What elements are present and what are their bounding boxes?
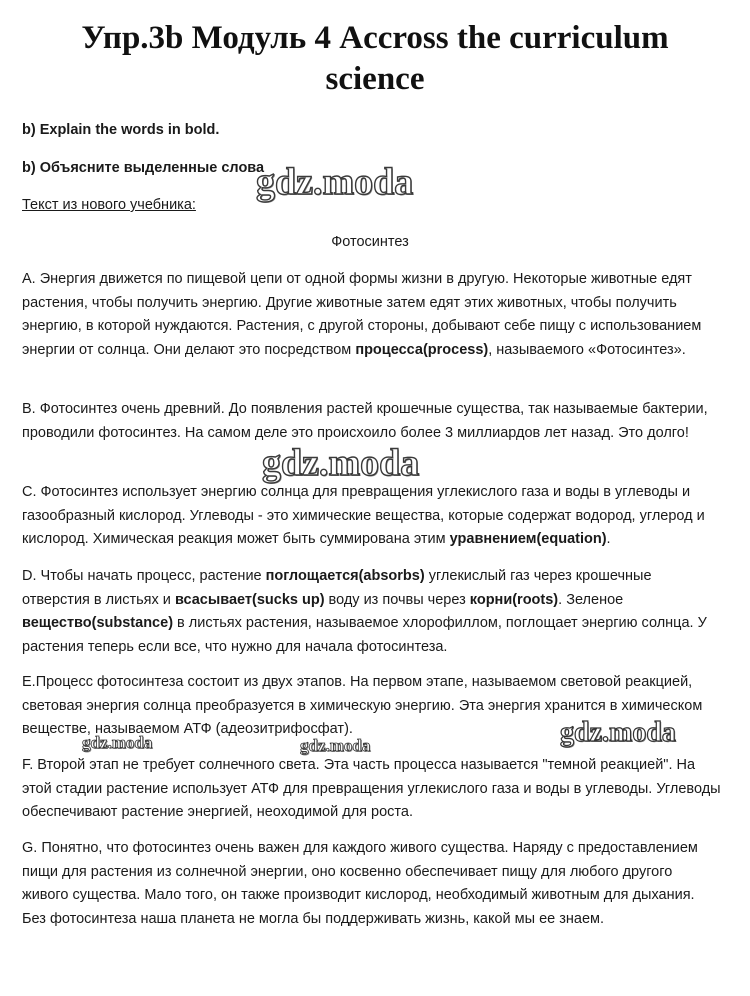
bold-term-substance: вещество(substance): [22, 615, 174, 632]
page-title: [0, 18, 750, 100]
watermark: gdz.moda: [300, 736, 371, 755]
instruction-russian: b) Объясните выделенные слова: [22, 160, 265, 176]
paragraph-a-text: A. Энергия движется по пищевой цепи от одной формы жизни в другую. Некоторые животные едят растения, чтобы получить энергию. Другие животные затем едят этих животных, чтобы получить энергию, в которой нуждаются. Растения, с другой стороны, добывают себе пищу с использованием энергии от солнца. Они делают это посредством: [22, 271, 702, 358]
paragraph-b-text: B. Фотосинтез очень древний. До появления растей крошечные существа, так называемые бактерии, проводили фотосинтез. На самом деле это происхоило более 3 миллиардов лет назад. Это долго!: [22, 401, 708, 441]
paragraph-f-text: F. Второй этап не требует солнечного света. Эта часть процесса называется "темной реакцией". На этой стадии растение использует АТФ для превращения углекислого газа и воды в углеводы. Углеводы обеспечивают растение энергией, неоходимой для роста.: [22, 757, 721, 821]
paragraph-d-text-3: воду из почвы через: [324, 591, 470, 608]
title-line-2: science: [325, 61, 425, 97]
paragraph-c-text: C. Фотосинтез использует энергию солнца для превращения углекислого газа и воды в углеводы и газообразный кислород. Углеводы - это химические вещества, которые содержат водород, углерод и кислород. Химическая реакция может быть суммирована этим: [22, 484, 705, 548]
paragraph-e-text: E.Процесс фотосинтеза состоит из двух этапов. На первом этапе, называемом световой реакцией, световая энергия солнца преобразуется в химическую энергию. Эта энергия хранится в химическом веществе, называемом АТФ (адеозитрифосфат).: [22, 674, 703, 738]
paragraph-a: [22, 268, 722, 362]
watermark: gdz.moda: [256, 161, 414, 203]
paragraph-d-text-1: D. Чтобы начать процесс, растение: [22, 568, 266, 584]
watermark: gdz.moda: [262, 442, 420, 484]
instruction-english: b) Explain the words in bold.: [22, 122, 220, 138]
title-line-1: Упр.3b Модуль 4 Accross the curriculum: [81, 20, 669, 56]
paragraph-d-text-5: в листьях растения, называемое хлорофиллом, поглощает энергию солнца. У растения теперь если все, что нужно для начала фотосинтеза.: [22, 615, 707, 655]
paragraph-f: [22, 754, 722, 825]
paragraph-a-text-end: , называемого «Фотосинтез».: [488, 341, 686, 358]
paragraph-c-text-end: .: [606, 531, 611, 548]
paragraph-g-text: G. Понятно, что фотосинтез очень важен для каждого живого существа. Наряду с предоставлением пищи для растения из солнечной энергии, оно косвенно обеспечивает пищу для любого другого живого существа. Мало того, он также производит кислород, необходимый животным для дыхания. Без фотосинтеза наша планета не могла бы поддерживать жизнь, какой мы ее знаем.: [22, 840, 698, 927]
paragraph-d-text-2: углекислый газ через крошечные отверстия в листьях и: [22, 568, 652, 608]
bold-term-equation: уравнением(equation): [449, 531, 607, 548]
paragraph-g: [22, 837, 722, 931]
bold-term-process: процесса(process): [355, 341, 489, 358]
bold-term-roots: корни(roots): [469, 591, 559, 608]
bold-term-sucks-up: всасывает(sucks up): [174, 591, 325, 608]
paragraph-b: [22, 398, 722, 445]
watermark: gdz.moda: [82, 733, 153, 752]
paragraph-d: [22, 565, 722, 659]
paragraph-c: [22, 481, 722, 552]
source-label: Текст из нового учебника:: [22, 197, 196, 213]
paragraph-d-text-4: . Зеленое: [558, 591, 624, 608]
bold-term-absorbs: поглощается(absorbs): [265, 568, 425, 584]
document-heading: Фотосинтез: [331, 234, 409, 250]
watermark: gdz.moda: [560, 717, 676, 748]
